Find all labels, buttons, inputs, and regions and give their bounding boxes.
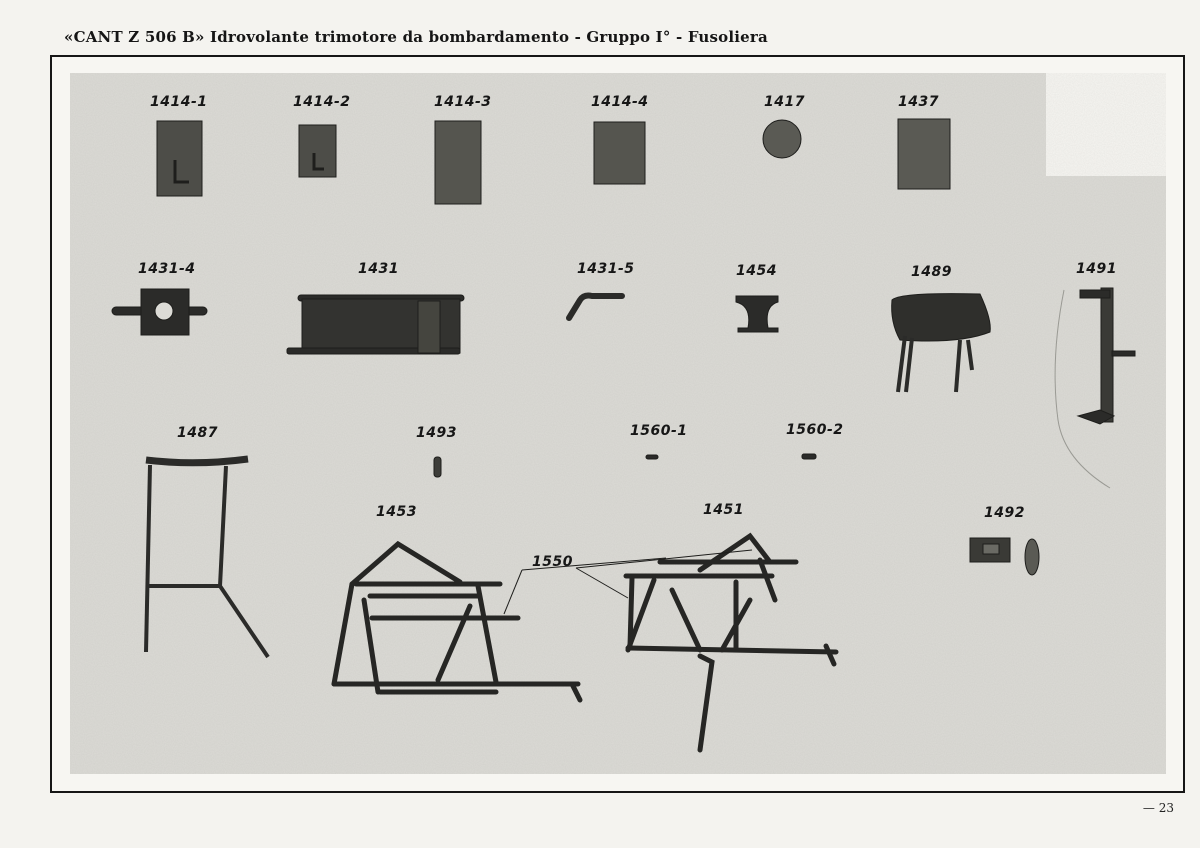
label-1493: 1493 (416, 425, 457, 441)
label-1489: 1489 (911, 264, 952, 280)
label-1560-1: 1560-1 (630, 423, 688, 439)
label-1414-3: 1414-3 (434, 94, 492, 110)
part-1560-2 (802, 454, 816, 459)
part-1560-1 (646, 455, 658, 459)
label-1487: 1487 (177, 425, 218, 441)
label-1414-2: 1414-2 (293, 94, 351, 110)
label-1550: 1550 (532, 554, 573, 570)
parts-photograph (70, 73, 1166, 774)
page-number: — 23 (1142, 801, 1174, 815)
part-1493 (434, 457, 441, 477)
label-1492: 1492 (984, 505, 1025, 521)
label-1560-2: 1560-2 (786, 422, 844, 438)
label-1453: 1453 (376, 504, 417, 520)
label-1431-4: 1431-4 (138, 261, 196, 277)
label-1414-1: 1414-1 (150, 94, 208, 110)
part-1414-4 (594, 122, 645, 184)
label-1431-5: 1431-5 (577, 261, 635, 277)
part-1431 (287, 295, 464, 354)
part-1414-1 (157, 121, 202, 196)
label-1491: 1491 (1076, 261, 1117, 277)
label-1454: 1454 (736, 263, 777, 279)
label-1414-4: 1414-4 (591, 94, 649, 110)
label-1431: 1431 (358, 261, 399, 277)
part-1414-3 (435, 121, 481, 204)
label-1417: 1417 (764, 94, 805, 110)
label-1437: 1437 (898, 94, 939, 110)
page-title: «CANT Z 506 B» Idrovolante trimotore da bombardamento - Gruppo I° - Fusoliera (64, 28, 768, 46)
part-1437 (898, 119, 950, 189)
part-1414-2 (299, 125, 336, 177)
label-1451: 1451 (703, 502, 744, 518)
part-1417 (763, 120, 801, 158)
